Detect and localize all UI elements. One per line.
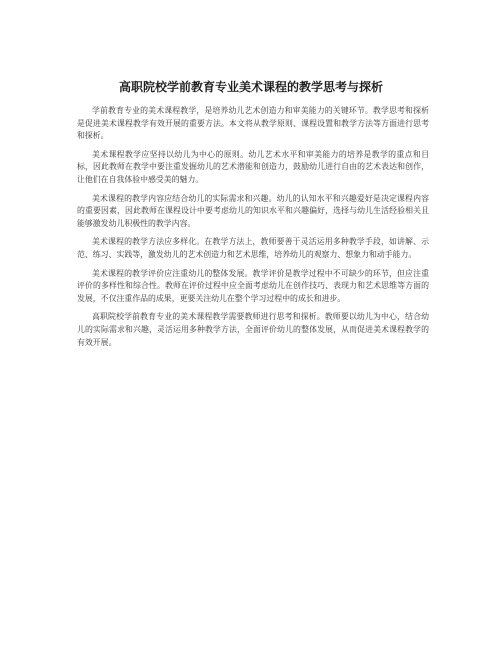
paragraph-intro: 学前教育专业的美术课程教学，是培养幼儿艺术创造力和审美能力的关键环节。教学思考和探析是促进美术课程教学有效开展的重要方法。本文将从教学原则、课程设置和教学方法等方面进行思考和探析。 [77, 106, 429, 141]
paragraph-evaluation: 美术课程的教学评价应注重幼儿的整体发展。教学评价是教学过程中不可缺少的环节，但应注重评价的多样性和综合性。教师在评价过程中应全面考虑幼儿在创作技巧、表现力和艺术思维等方面的发展，不仅注重作品的成果，更要关注幼儿在整个学习过程中的成长和进步。 [77, 268, 429, 303]
paragraph-conclusion: 高职院校学前教育专业的美术课程教学需要教师进行思考和探析。教师要以幼儿为中心，结合幼儿的实际需求和兴趣，灵活运用多种教学方法，全面评价幼儿的整体发展，从而促进美术课程教学的有效开展。 [77, 312, 429, 347]
document-title: 高职院校学前教育专业美术课程的教学思考与探析 [118, 80, 383, 94]
document-body [77, 105, 429, 355]
paragraph-child-centered: 美术课程教学应坚持以幼儿为中心的原则。幼儿艺术水平和审美能力的培养是教学的重点和目标，因此教师在教学中要注重发掘幼儿的艺术潜能和创造力，鼓励幼儿进行自由的艺术表达和创作，让他们在自我体验中感受美的魅力。 [77, 149, 429, 184]
paragraph-methods: 美术课程的教学方法应多样化。在教学方法上，教师要善于灵活运用多种教学手段，如讲解、示范、练习、实践等，激发幼儿的艺术创造力和艺术思维，培养幼儿的观察力、想象力和动手能力。 [77, 237, 429, 259]
paragraph-content: 美术课程的教学内容应结合幼儿的实际需求和兴趣。幼儿的认知水平和兴趣爱好是决定课程内容的重要因素，因此教师在课程设计中要考虑幼儿的知识水平和兴趣偏好，选择与幼儿生活经验相关且能够激发幼儿积极性的教学内容。 [77, 193, 429, 228]
